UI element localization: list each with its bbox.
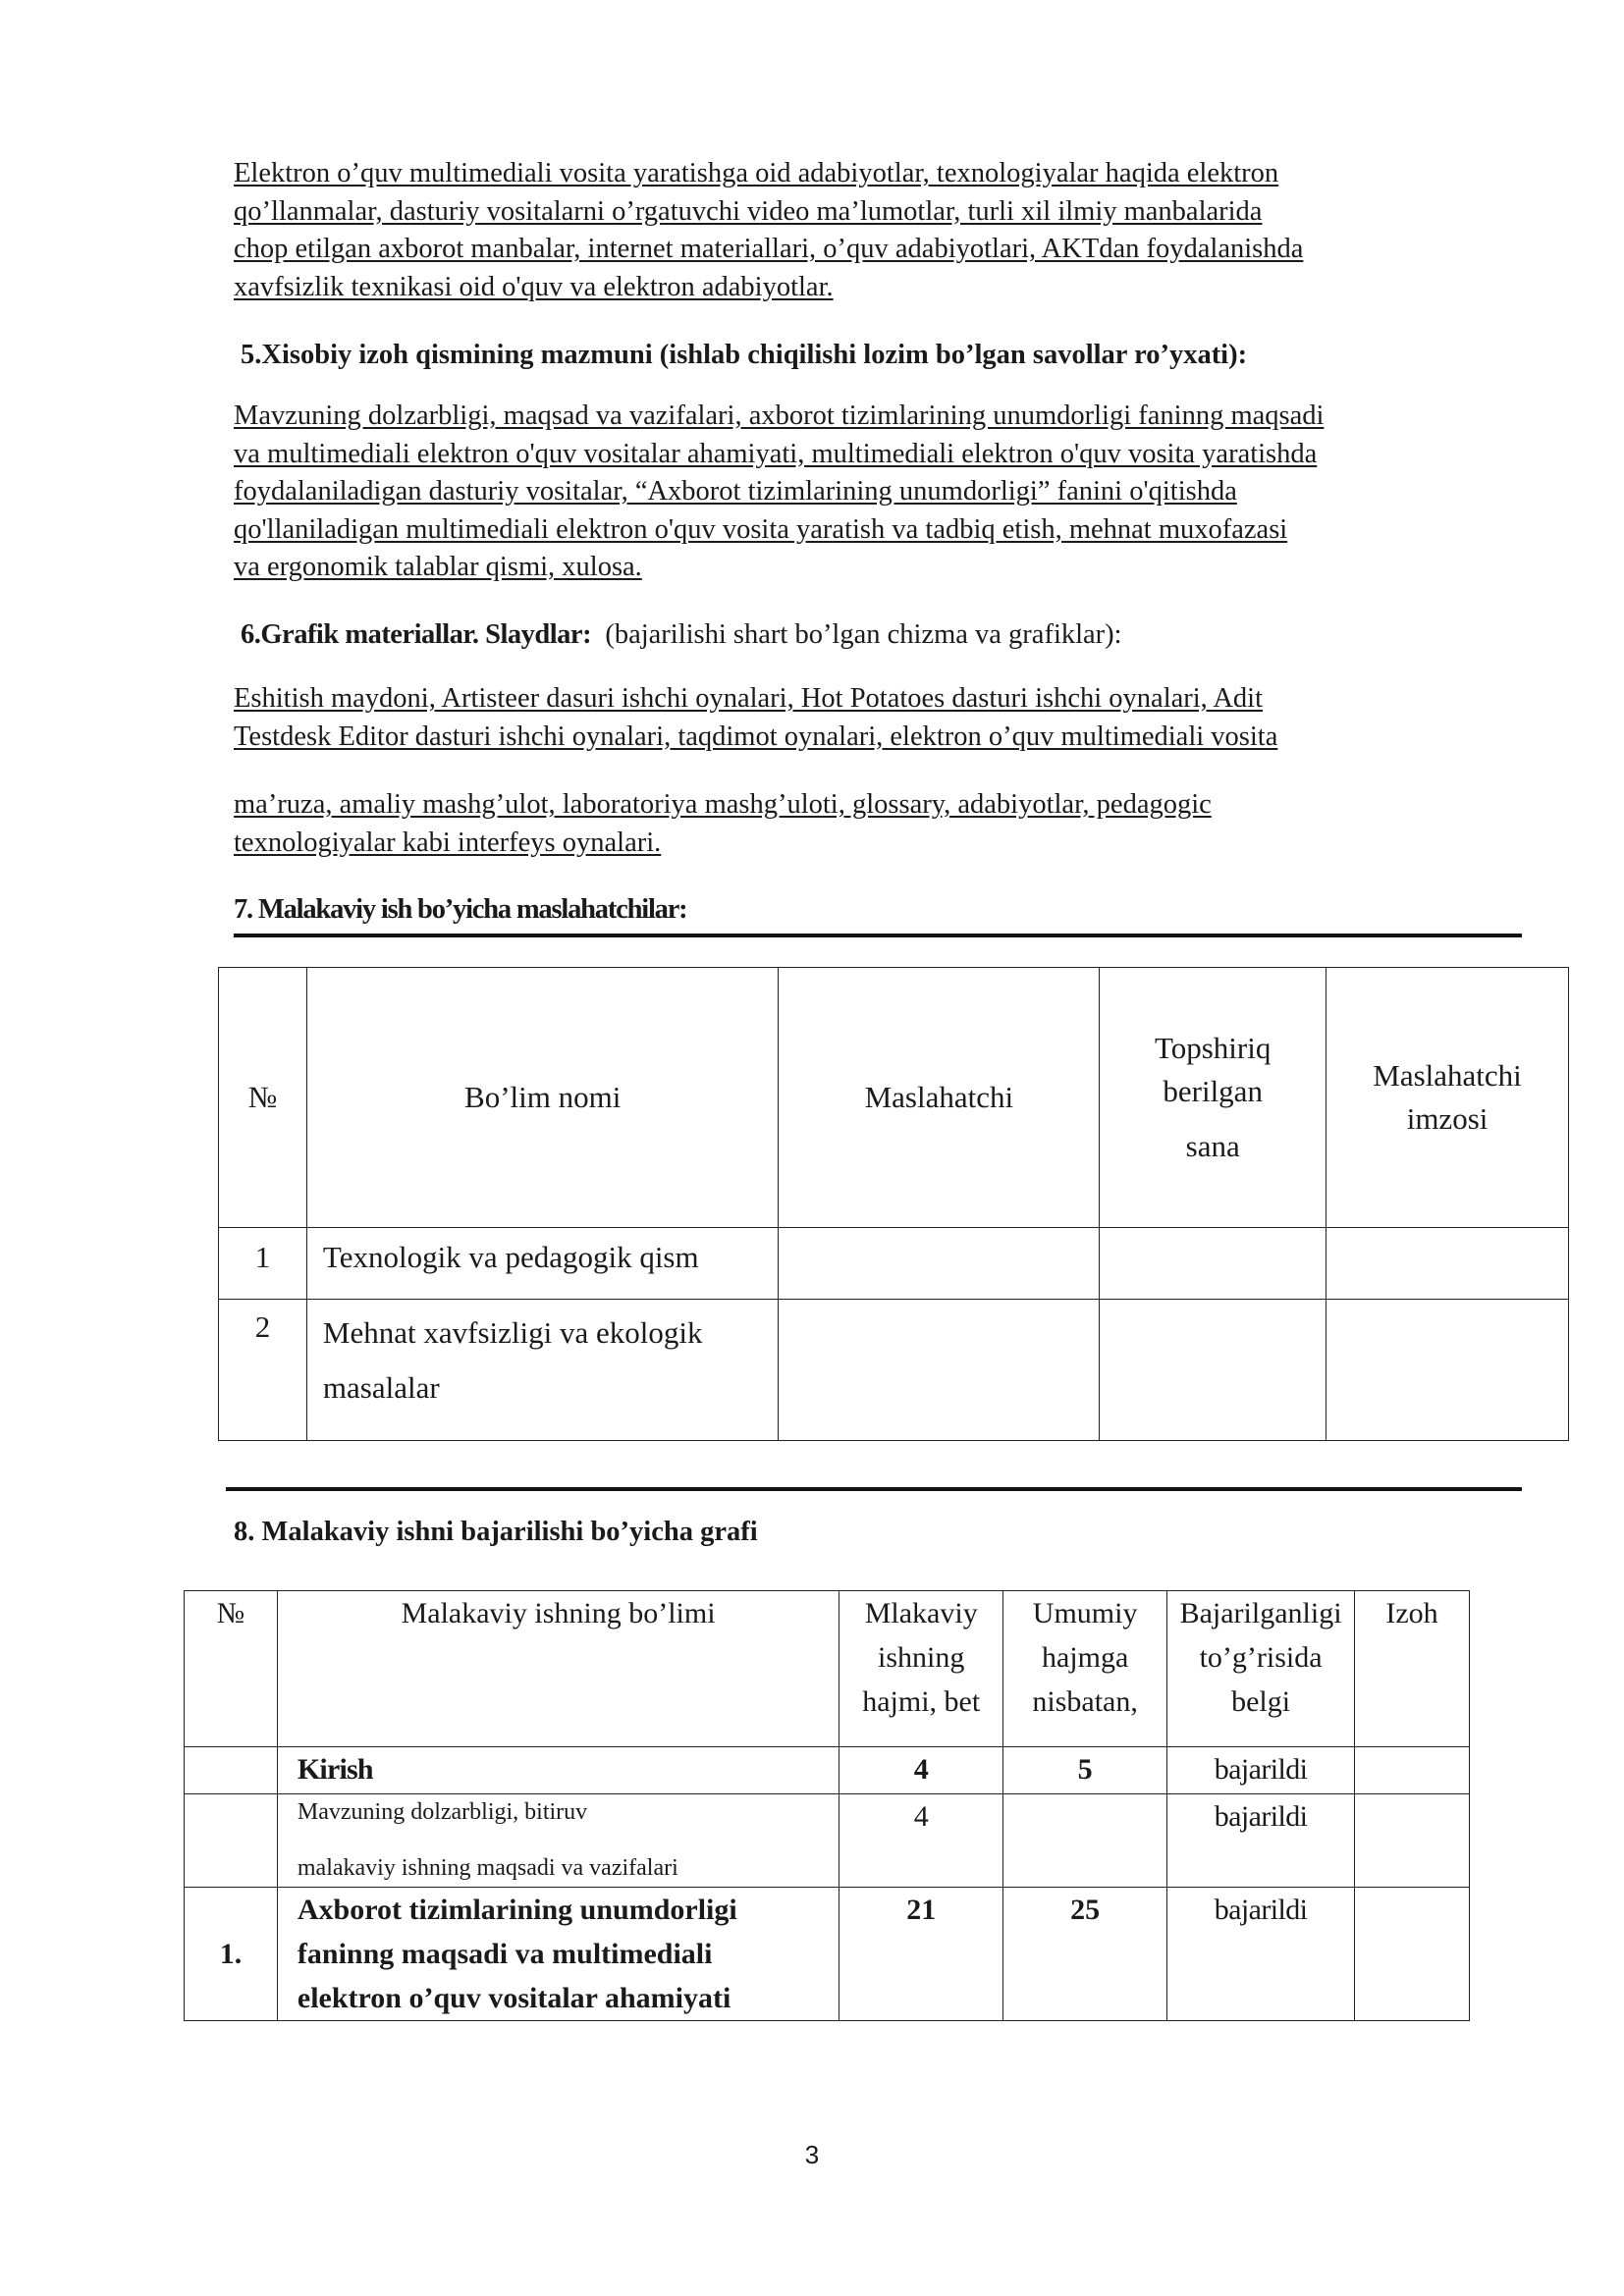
header-label: hajmga [1041,1641,1129,1674]
header-label: Malakaviy ishning bo’limi [401,1597,716,1629]
text-line: Eshitish maydoni, Artisteer dasuri ishchi oynalari, Hot Potatoes dasturi ishchi oynalari, Adit [234,683,1264,714]
text-line: Testdesk Editor dasturi ishchi oynalari, taqdimot oynalari, elektron o’quv multimediali vosita [234,721,1278,752]
cell-text: Mavzuning dolzarbligi, bitiruv [297,1799,588,1825]
header-label: Bo’lim nomi [464,1080,622,1114]
header-part [277,1591,839,1747]
section5-paragraph [234,398,1518,587]
cell-advisor [779,1228,1100,1300]
section8-heading: 8. Malakaviy ishni bajarilishi bo’yicha grafi [234,1517,758,1547]
cell-text: Mehnat xavfsizligi va ekologik [322,1315,703,1350]
section5-heading: 5.Xisobiy izoh qismining mazmuni (ishlab chiqilishi lozim bo’lgan savollar ro’yxati): [241,340,1248,370]
table-row [185,1747,1470,1794]
header-label: to’g’risida [1199,1641,1323,1674]
header-label: berilgan [1163,1074,1263,1108]
text-line: Elektron o’quv multimediali vosita yaratishga oid adabiyotlar, texnologiyalar haqida elektron [234,158,1279,188]
cell-pages: 4 [839,1747,1003,1794]
header-label: Umumiy [1032,1597,1138,1629]
section6-heading [241,619,1122,651]
table-header-row [219,968,1569,1228]
cell-part [277,1888,839,2021]
header-label: hajmi, bet [862,1685,981,1718]
section6-heading-normal: (bajarilishi shart bo’lgan chizma va grafiklar): [591,619,1122,650]
cell-section [306,1228,779,1300]
text-line: chop etilgan axborot manbalar, internet materiallari, o’quv adabiyotlari, AKTdan foydalanishda [234,234,1304,264]
divider [226,1487,1522,1491]
header-done [1167,1591,1355,1747]
cell-text: elektron o’quv vositalar ahamiyati [297,1982,731,2014]
section6-paragraph-b [234,786,1518,862]
table-row [185,1794,1470,1888]
table-row [219,1300,1569,1441]
cell-part [277,1794,839,1888]
text-line: Mavzuning dolzarbligi, maqsad va vazifalari, axborot tizimlarining unumdorligi faninng maqsadi [234,400,1325,431]
section6-heading-bold: 6.Grafik materiallar. Slaydlar: [241,619,592,650]
cell-status: bajarildi [1167,1794,1355,1888]
cell-percent: 25 [1003,1888,1167,2021]
header-label: Maslahatchi [864,1080,1014,1114]
cell-text: malakaviy ishning maqsadi va vazifalari [297,1855,678,1881]
header-label: № [247,1080,278,1114]
header-num [185,1591,278,1747]
text-line: ma’ruza, amaliy mashg’ulot, laboratoriya mashg’uloti, glossary, adabiyotlar, pedagogic [234,789,1212,820]
header-date [1100,968,1326,1228]
header-num [219,968,307,1228]
cell-section [306,1300,779,1441]
header-label: Maslahatchi [1373,1058,1522,1093]
table-row [185,1888,1470,2021]
header-advisor [779,968,1100,1228]
header-percent [1003,1591,1167,1747]
header-label: Mlakaviy [864,1597,978,1629]
cell-part: Kirish [277,1747,839,1794]
cell-note [1355,1747,1470,1794]
cell-pages: 21 [839,1888,1003,2021]
header-note [1355,1591,1470,1747]
page-number: 3 [804,2140,820,2169]
text-line: texnologiyalar kabi interfeys oynalari. [234,827,662,858]
section7-heading: 7. Malakaviy ish bo’yicha maslahatchilar: [234,894,687,925]
cell-status: bajarildi [1167,1888,1355,2021]
header-label: Topshiriq [1154,1031,1272,1065]
header-signature [1326,968,1569,1228]
header-volume [839,1591,1003,1747]
cell-text: faninng maqsadi va multimediali [297,1938,713,1970]
text-line: qo'llaniladigan multimediali elektron o'quv vosita yaratish va tadbiq etish, mehnat muxofazasi [234,513,1288,545]
header-label: sana [1185,1129,1240,1163]
cell-pages: 4 [839,1794,1003,1888]
cell-percent: 5 [1003,1747,1167,1794]
text-line: va ergonomik talablar qismi, xulosa. [234,552,642,582]
cell-text: Axborot tizimlarining unumdorligi [297,1894,737,1926]
table-row [219,1228,1569,1300]
divider [234,934,1522,937]
header-label: belgi [1231,1685,1291,1718]
text-line: foydalaniladigan dasturiy vositalar, “Axborot tizimlarining unumdorligi” fanini o'qitishda [234,476,1237,507]
header-label: nisbatan, [1032,1685,1138,1718]
cell-advisor [779,1300,1100,1441]
advisors-table [218,967,1569,1441]
cell-note [1355,1888,1470,2021]
cell-percent [1003,1794,1167,1888]
cell-signature [1326,1300,1569,1441]
text-line: xavfsizlik texnikasi oid o'quv va elektron adabiyotlar. [234,271,834,302]
header-label: № [216,1597,245,1629]
header-label: Izoh [1385,1597,1438,1629]
text-line: va multimediali elektron o'quv vositalar ahamiyati, multimediali elektron o'quv vosita yaratishda [234,438,1318,469]
header-label: imzosi [1406,1101,1489,1136]
literature-paragraph [234,155,1518,306]
cell-num: 1. [185,1888,278,2021]
cell-date [1100,1228,1326,1300]
cell-signature [1326,1228,1569,1300]
cell-text: masalalar [322,1370,440,1405]
section6-paragraph-a [234,680,1518,756]
header-section [306,968,779,1228]
schedule-table [184,1590,1470,2021]
table-header-row [185,1591,1470,1747]
cell-num: 2 [219,1300,307,1441]
header-label: ishning [878,1641,965,1674]
cell-status: bajarildi [1167,1747,1355,1794]
cell-num [185,1794,278,1888]
text-line: qo’llanmalar, dasturiy vositalarni o’rgatuvchi video ma’lumotlar, turli xil ilmiy manbalarida [234,195,1263,227]
cell-num: 1 [219,1228,307,1300]
cell-text: Texnologik va pedagogik qism [322,1240,699,1274]
cell-date [1100,1300,1326,1441]
cell-note [1355,1794,1470,1888]
header-label: Bajarilganligi [1179,1597,1342,1629]
cell-num [185,1747,278,1794]
